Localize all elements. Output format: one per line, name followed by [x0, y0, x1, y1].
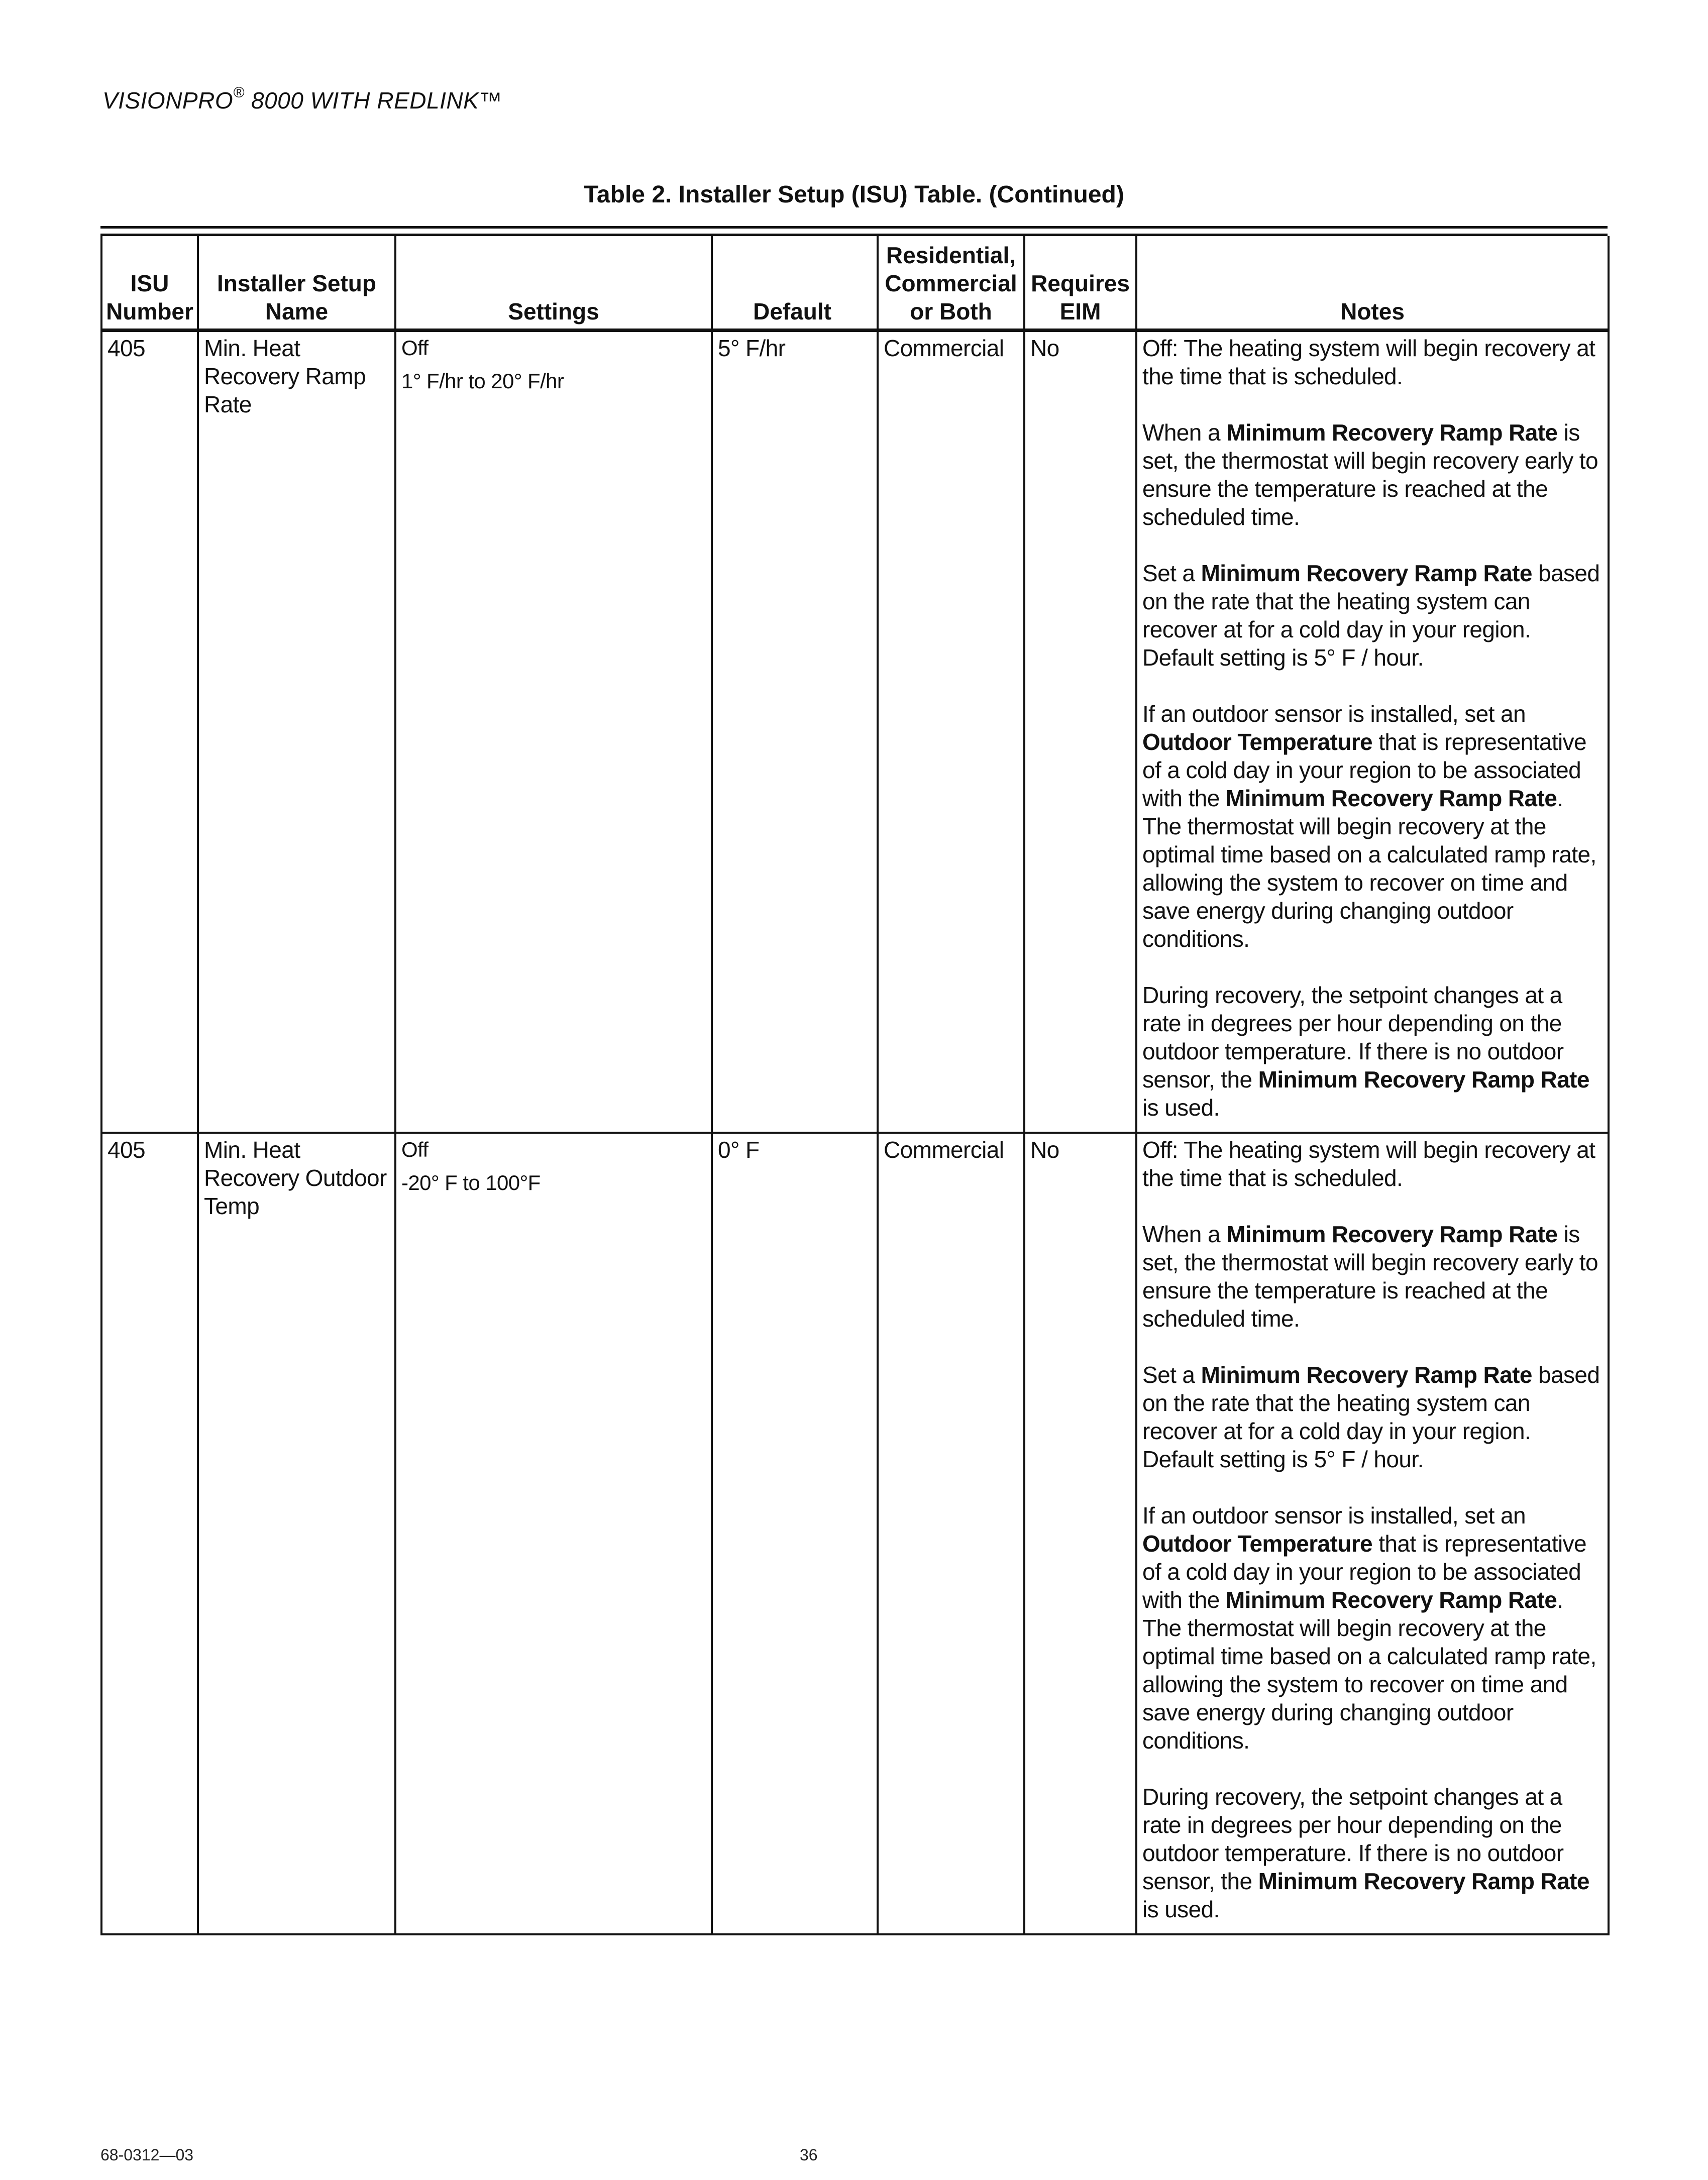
notes-paragraph: Off: The heating system will begin recovery at the time that is scheduled. — [1142, 1137, 1595, 1191]
cell-settings — [395, 331, 712, 1133]
setting-range: -20° F to 100°F — [401, 1171, 541, 1194]
notes-paragraph: If an outdoor sensor is installed, set an Outdoor Temperature that is representative of a cold day in your region to be associated with the Minimum Recovery Ramp Rate. The thermostat will begin recovery at the optimal time based on a calculated ramp rate, allowing the system to recover on time and save energy during changing outdoor conditions. — [1142, 701, 1596, 952]
footer-page-number: 36 — [800, 2146, 818, 2164]
table-row — [101, 331, 1609, 1133]
registered-mark: ® — [233, 84, 245, 101]
cell-requires-eim: No — [1024, 1133, 1136, 1934]
cell-settings — [395, 1133, 712, 1934]
cell-residential-commercial: Commercial — [878, 1133, 1024, 1934]
notes-paragraph: If an outdoor sensor is installed, set an Outdoor Temperature that is representative of a cold day in your region to be associated with the Minimum Recovery Ramp Rate. The thermostat will begin recovery at the optimal time based on a calculated ramp rate, allowing the system to recover on time and save energy during changing outdoor conditions. — [1142, 1502, 1596, 1754]
notes-paragraph: Off: The heating system will begin recovery at the time that is scheduled. — [1142, 335, 1595, 389]
cell-isu-number: 405 — [101, 331, 198, 1133]
cell-setup-name: Min. Heat Recovery Outdoor Temp — [198, 1133, 395, 1934]
header-brand: VISIONPRO — [102, 87, 234, 114]
table-header-row — [101, 236, 1609, 331]
header-isu-number: ISU Number — [101, 236, 198, 331]
cell-notes — [1136, 1133, 1609, 1934]
cell-notes — [1136, 331, 1609, 1133]
footer-doc-number: 68-0312—03 — [100, 2146, 194, 2164]
notes-paragraph: Set a Minimum Recovery Ramp Rate based on the rate that the heating system can recover at for a cold day in your region. Default setting is 5° F / hour. — [1142, 560, 1600, 671]
cell-isu-number: 405 — [101, 1133, 198, 1934]
header-notes: Notes — [1136, 236, 1609, 331]
notes-paragraph: When a Minimum Recovery Ramp Rate is set, the thermostat will begin recovery early to ensure the temperature is reached at the scheduled time. — [1142, 1221, 1598, 1332]
header-residential-commercial: Residential, Commercial or Both — [878, 236, 1024, 331]
cell-setup-name: Min. Heat Recovery Ramp Rate — [198, 331, 395, 1133]
cell-residential-commercial: Commercial — [878, 331, 1024, 1133]
header-settings: Settings — [395, 236, 712, 331]
setting-range: 1° F/hr to 20° F/hr — [401, 369, 564, 393]
setting-off: Off — [401, 336, 429, 360]
header-installer-setup-name: Installer Setup Name — [198, 236, 395, 331]
notes-paragraph: During recovery, the setpoint changes at a rate in degrees per hour depending on the outdoor temperature. If there is no outdoor sensor, the Minimum Recovery Ramp Rate is used. — [1142, 1784, 1589, 1922]
table-top-rule — [100, 229, 1608, 236]
document-header — [102, 84, 502, 114]
setting-off: Off — [401, 1138, 429, 1161]
isu-table-grid — [100, 236, 1610, 1935]
cell-requires-eim: No — [1024, 331, 1136, 1133]
table-row — [101, 1133, 1609, 1934]
cell-default: 0° F — [712, 1133, 878, 1934]
isu-table — [100, 226, 1608, 1935]
header-default: Default — [712, 236, 878, 331]
table-title: Table 2. Installer Setup (ISU) Table. (Continued) — [584, 181, 1124, 208]
notes-paragraph: When a Minimum Recovery Ramp Rate is set, the thermostat will begin recovery early to ensure the temperature is reached at the scheduled time. — [1142, 419, 1598, 530]
header-rest: 8000 WITH REDLINK™ — [244, 87, 502, 114]
notes-paragraph: Set a Minimum Recovery Ramp Rate based on the rate that the heating system can recover at for a cold day in your region. Default setting is 5° F / hour. — [1142, 1362, 1600, 1472]
notes-paragraph: During recovery, the setpoint changes at a rate in degrees per hour depending on the outdoor temperature. If there is no outdoor sensor, the Minimum Recovery Ramp Rate is used. — [1142, 982, 1589, 1121]
cell-default: 5° F/hr — [712, 331, 878, 1133]
header-requires-eim: Requires EIM — [1024, 236, 1136, 331]
